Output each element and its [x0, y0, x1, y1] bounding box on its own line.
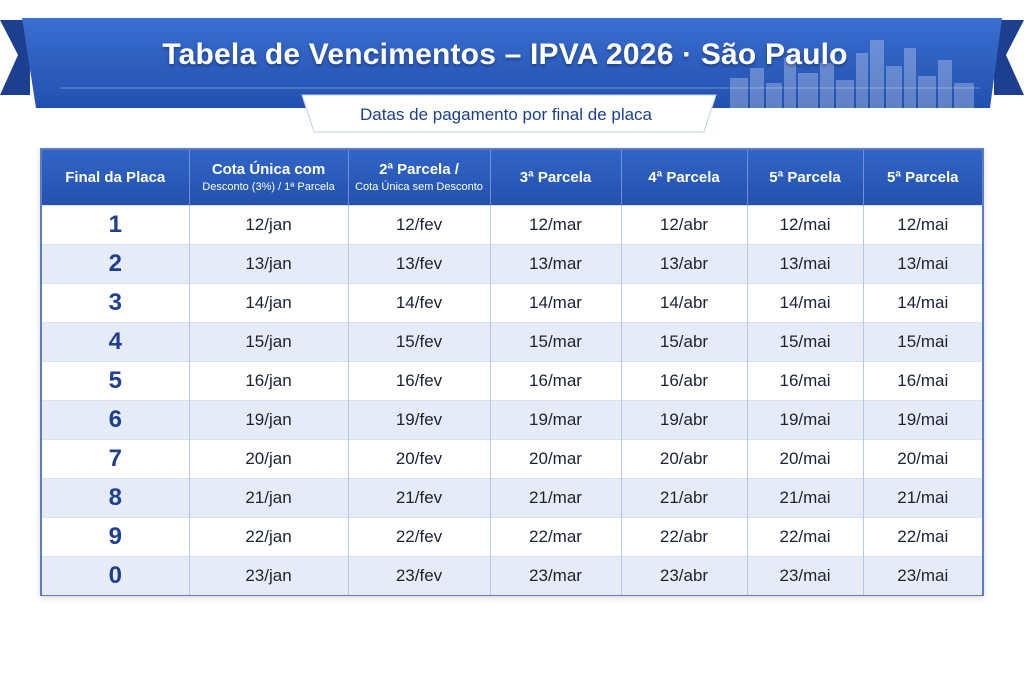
plate-final-digit: 0: [42, 556, 189, 595]
column-header-label: 2ª Parcela /: [379, 161, 459, 179]
plate-final-digit: 7: [42, 439, 189, 478]
due-date-cell: 13/mai: [747, 244, 863, 283]
plate-final-digit: 8: [42, 478, 189, 517]
due-date-cell: 22/mai: [747, 517, 863, 556]
header-banner: [0, 0, 1024, 140]
due-date-cell: 21/mar: [490, 478, 621, 517]
due-date-cell: 14/mai: [863, 283, 982, 322]
plate-final-digit: 2: [42, 244, 189, 283]
due-date-cell: 19/abr: [621, 400, 747, 439]
column-header: [490, 150, 621, 205]
due-date-cell: 16/mai: [863, 361, 982, 400]
plate-final-digit: 3: [42, 283, 189, 322]
due-date-cell: 19/jan: [189, 400, 348, 439]
due-date-cell: 23/abr: [621, 556, 747, 595]
table-row: [42, 361, 982, 400]
table-row: [42, 439, 982, 478]
due-date-cell: 13/fev: [348, 244, 490, 283]
due-date-cell: 12/fev: [348, 205, 490, 244]
due-date-cell: 15/mar: [490, 322, 621, 361]
due-date-cell: 19/mai: [747, 400, 863, 439]
column-header: [747, 150, 863, 205]
column-header-label: Cota Única com: [211, 161, 326, 179]
due-date-cell: 15/mai: [747, 322, 863, 361]
due-date-cell: 20/mar: [490, 439, 621, 478]
due-date-cell: 13/mar: [490, 244, 621, 283]
due-date-cell: 14/jan: [189, 283, 348, 322]
plate-final-digit: 4: [42, 322, 189, 361]
due-date-cell: 21/abr: [621, 478, 747, 517]
due-date-cell: 13/mai: [863, 244, 982, 283]
due-date-cell: 23/mai: [863, 556, 982, 595]
table-row: [42, 205, 982, 244]
column-header: [863, 150, 982, 205]
table-row: [42, 322, 982, 361]
column-header: [621, 150, 747, 205]
column-header-label: 3ª Parcela: [519, 168, 592, 186]
due-date-cell: 12/mai: [747, 205, 863, 244]
plate-final-digit: 6: [42, 400, 189, 439]
due-date-cell: 13/abr: [621, 244, 747, 283]
due-date-cell: 15/mai: [863, 322, 982, 361]
column-header-sublabel: Cota Única sem Desconto: [355, 180, 483, 193]
column-header-label: 5ª Parcela: [887, 168, 959, 186]
column-header-label: Final da Placa: [65, 168, 166, 186]
due-date-cell: 15/jan: [189, 322, 348, 361]
due-date-cell: 16/jan: [189, 361, 348, 400]
due-date-cell: 20/jan: [189, 439, 348, 478]
due-date-cell: 12/mar: [490, 205, 621, 244]
page-subtitle: Datas de pagamento por final de placa: [359, 105, 653, 124]
due-date-cell: 16/mar: [490, 361, 621, 400]
due-date-cell: 22/fev: [348, 517, 490, 556]
due-date-cell: 20/mai: [747, 439, 863, 478]
due-date-cell: 21/jan: [189, 478, 348, 517]
column-header-sublabel: Desconto (3%) / 1ª Parcela: [202, 180, 335, 193]
due-date-cell: 22/mar: [490, 517, 621, 556]
due-date-cell: 22/mai: [863, 517, 982, 556]
due-date-cell: 15/abr: [621, 322, 747, 361]
page-title: Tabela de Vencimentos – IPVA 2026 · São Paulo: [162, 38, 848, 71]
due-date-cell: 23/mar: [490, 556, 621, 595]
due-date-cell: 16/fev: [348, 361, 490, 400]
due-date-cell: 21/mai: [863, 478, 982, 517]
due-date-cell: 16/abr: [621, 361, 747, 400]
due-date-cell: 14/fev: [348, 283, 490, 322]
due-date-cell: 12/jan: [189, 205, 348, 244]
table-row: [42, 556, 982, 595]
due-date-cell: 23/fev: [348, 556, 490, 595]
due-date-cell: 20/fev: [348, 439, 490, 478]
column-header: [189, 150, 348, 205]
due-date-cell: 23/jan: [189, 556, 348, 595]
table-header-row: [42, 150, 982, 205]
table-body: [42, 205, 982, 595]
due-date-cell: 16/mai: [747, 361, 863, 400]
due-date-cell: 14/mar: [490, 283, 621, 322]
due-date-cell: 14/mai: [747, 283, 863, 322]
due-date-cell: 12/mai: [863, 205, 982, 244]
due-date-cell: 22/abr: [621, 517, 747, 556]
column-header-label: 5ª Parcela: [769, 168, 841, 186]
due-date-cell: 19/mar: [490, 400, 621, 439]
due-date-cell: 20/mai: [863, 439, 982, 478]
table-row: [42, 478, 982, 517]
plate-final-digit: 1: [42, 205, 189, 244]
table-row: [42, 244, 982, 283]
due-dates-table: [40, 148, 984, 596]
due-date-cell: 21/fev: [348, 478, 490, 517]
due-date-cell: 12/abr: [621, 205, 747, 244]
due-date-cell: 19/mai: [863, 400, 982, 439]
table-row: [42, 517, 982, 556]
due-date-cell: 22/jan: [189, 517, 348, 556]
due-date-cell: 20/abr: [621, 439, 747, 478]
due-date-cell: 13/jan: [189, 244, 348, 283]
column-header: [348, 150, 490, 205]
due-date-cell: 21/mai: [747, 478, 863, 517]
due-date-cell: 14/abr: [621, 283, 747, 322]
column-header: [42, 150, 189, 205]
plate-final-digit: 9: [42, 517, 189, 556]
column-header-label: 4ª Parcela: [648, 168, 720, 186]
due-date-cell: 19/fev: [348, 400, 490, 439]
table-row: [42, 400, 982, 439]
table-row: [42, 283, 982, 322]
due-date-cell: 23/mai: [747, 556, 863, 595]
due-date-cell: 15/fev: [348, 322, 490, 361]
plate-final-digit: 5: [42, 361, 189, 400]
